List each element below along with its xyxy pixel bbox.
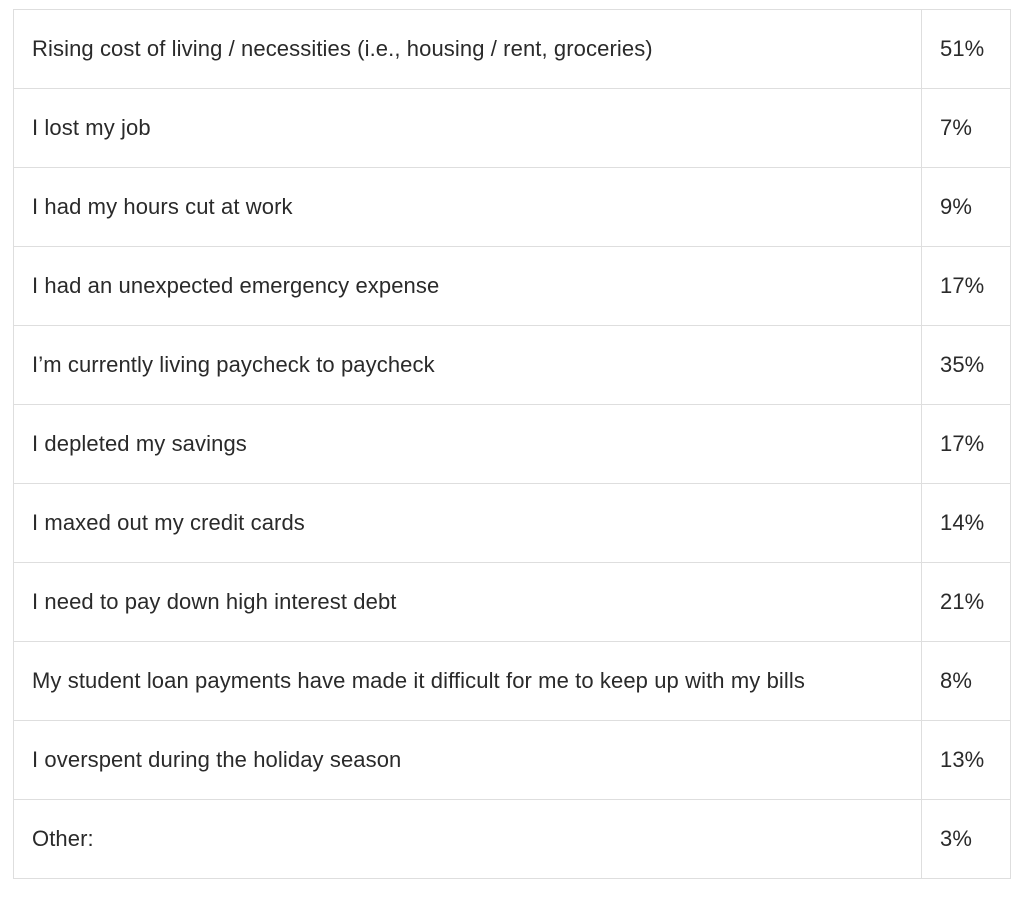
table-row — [14, 405, 1011, 484]
percent-cell: 13% — [922, 721, 1011, 800]
reason-cell: Rising cost of living / necessities (i.e., housing / rent, groceries) — [14, 10, 922, 89]
survey-results-table — [13, 9, 1011, 879]
percent-cell: 9% — [922, 168, 1011, 247]
reason-cell: I had an unexpected emergency expense — [14, 247, 922, 326]
reason-cell: I had my hours cut at work — [14, 168, 922, 247]
reason-cell: I depleted my savings — [14, 405, 922, 484]
table-row — [14, 247, 1011, 326]
table-row — [14, 89, 1011, 168]
table-body — [14, 10, 1011, 879]
reason-cell: I maxed out my credit cards — [14, 484, 922, 563]
percent-cell: 14% — [922, 484, 1011, 563]
percent-cell: 21% — [922, 563, 1011, 642]
table-row — [14, 563, 1011, 642]
table-row — [14, 484, 1011, 563]
survey-results-table-container — [13, 9, 1010, 879]
reason-cell: Other: — [14, 800, 922, 879]
table-row — [14, 721, 1011, 800]
reason-cell: I overspent during the holiday season — [14, 721, 922, 800]
percent-cell: 3% — [922, 800, 1011, 879]
percent-cell: 35% — [922, 326, 1011, 405]
reason-cell: My student loan payments have made it difficult for me to keep up with my bills — [14, 642, 922, 721]
percent-cell: 17% — [922, 247, 1011, 326]
reason-cell: I need to pay down high interest debt — [14, 563, 922, 642]
percent-cell: 51% — [922, 10, 1011, 89]
table-row — [14, 10, 1011, 89]
reason-cell: I’m currently living paycheck to paycheck — [14, 326, 922, 405]
table-row — [14, 642, 1011, 721]
table-row — [14, 168, 1011, 247]
percent-cell: 17% — [922, 405, 1011, 484]
table-row — [14, 800, 1011, 879]
reason-cell: I lost my job — [14, 89, 922, 168]
table-row — [14, 326, 1011, 405]
percent-cell: 7% — [922, 89, 1011, 168]
percent-cell: 8% — [922, 642, 1011, 721]
